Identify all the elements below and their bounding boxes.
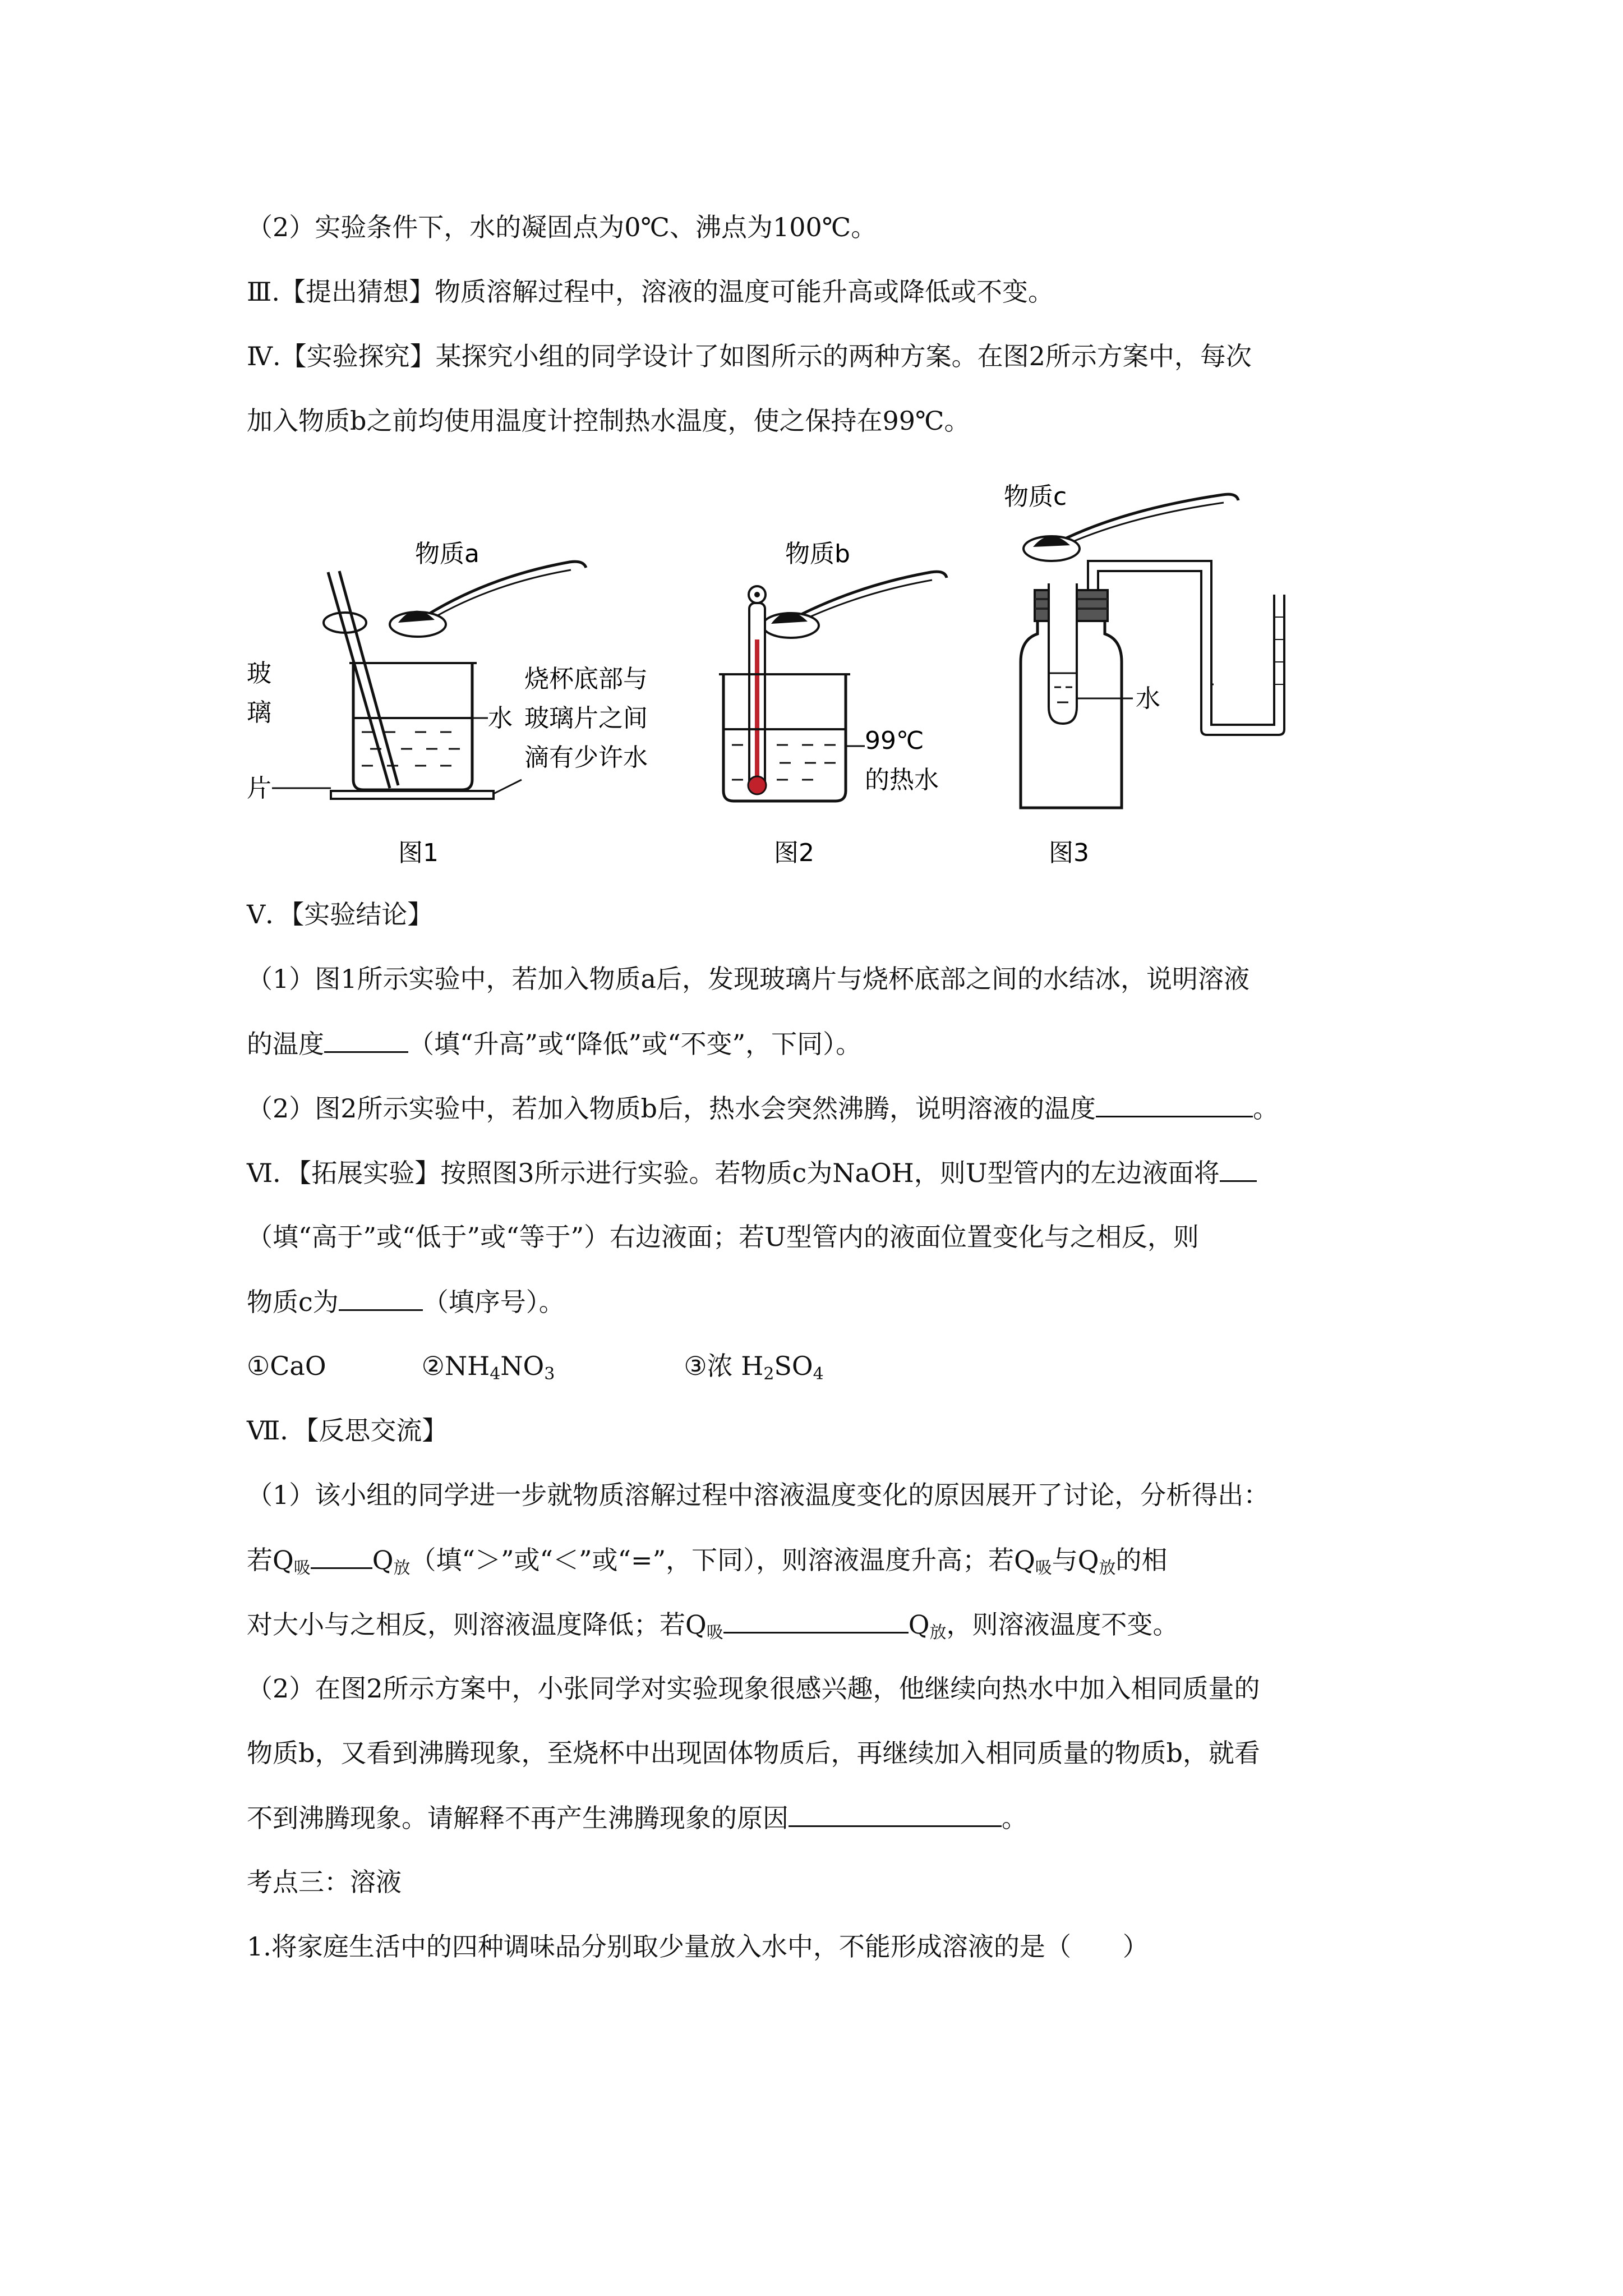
fig1-glass-label: 片 — [247, 774, 271, 803]
figure-2 — [707, 533, 1021, 869]
text-segment: （2）图2所示实验中，若加入物质b后，热水会突然沸腾，说明溶液的温度 — [247, 1093, 1096, 1124]
options-line — [247, 1349, 824, 1391]
text-line: Ⅳ.【实验探究】某探究小组的同学设计了如图所示的两种方案。在图2所示方案中，每次 — [247, 341, 1252, 371]
fig1-note-label: 滴有少许水 — [524, 743, 648, 772]
fig1-substance-label: 物质a — [415, 540, 479, 568]
text-line: （2）实验条件下，水的凝固点为0℃、沸点为100℃。 — [247, 212, 877, 242]
fig1-caption: 图1 — [398, 839, 439, 867]
text-line: （1）图1所示实验中，若加入物质a后，发现玻璃片与烧杯底部之间的水结冰，说明溶液 — [247, 964, 1249, 994]
text-line — [247, 1801, 1027, 1835]
text-line — [247, 1027, 861, 1061]
fig2-water-label: 的热水 — [865, 766, 939, 794]
fig1-glass-label: 玻 — [247, 659, 271, 688]
fig1-note-label: 玻璃片之间 — [524, 704, 648, 733]
fig1-glass-label: 璃 — [247, 698, 271, 727]
option-3: ③浓 $H_2SO_4$ — [684, 1351, 824, 1384]
answer-blank[interactable] — [339, 1285, 423, 1311]
text-line: Ⅴ．【实验结论】 — [247, 899, 434, 930]
answer-blank[interactable] — [1220, 1156, 1257, 1182]
fig1-note-label: 烧杯底部与 — [524, 665, 648, 693]
fig2-temp-label: 99℃ — [865, 726, 924, 755]
answer-blank[interactable] — [324, 1027, 408, 1053]
answer-blank[interactable] — [1096, 1091, 1253, 1117]
text-line — [247, 1156, 1257, 1190]
fig1-water-label: 水 — [488, 704, 513, 733]
option-2: $②NH_4NO_3$ — [421, 1351, 555, 1384]
text-line: 对大小与之相反，则溶液温度降低；若$Q_吸$ $Q_放$，则溶液温度不变。 — [247, 1607, 1178, 1650]
fig2-substance-label: 物质b — [785, 540, 850, 568]
fig3-substance-label: 物质c — [1004, 482, 1067, 511]
question-line: 1.将家庭生活中的四种调味品分别取少量放入水中，不能形成溶液的是（ ） — [247, 1931, 1149, 1962]
text-line: （填“高于”或“低于”或“等于”）右边液面；若U型管内的液面位置变化与之相反，则 — [247, 1222, 1199, 1252]
text-line: 加入物质b之前均使用温度计控制热水温度，使之保持在99℃。 — [247, 406, 970, 436]
text-line: （1）该小组的同学进一步就物质溶解过程中溶液温度变化的原因展开了讨论，分析得出： — [247, 1480, 1270, 1510]
text-line: 物质b，又看到沸腾现象，至烧杯中出现固体物质后，再继续加入相同质量的物质b，就看 — [247, 1738, 1260, 1768]
text-segment: 的温度 — [247, 1029, 324, 1059]
text-line: 若$Q_吸$ $Q_放$（填“＞”或“＜”或“=”，下同），则溶液温度升高；若$Q_吸$与$Q_放$的相 — [247, 1543, 1168, 1585]
text-line: Ⅲ.【提出猜想】物质溶解过程中，溶液的温度可能升高或降低或不变。 — [247, 277, 1054, 307]
text-line — [247, 1285, 565, 1319]
text-line — [247, 1091, 1279, 1125]
text-line: Ⅶ．【反思交流】 — [247, 1415, 448, 1446]
text-segment: 。 — [1252, 1093, 1279, 1124]
text-segment: （填“升高”或“降低”或“不变”，下同）。 — [408, 1029, 862, 1059]
section-heading: 考点三：溶液 — [247, 1867, 402, 1897]
fig3-caption: 图3 — [1049, 839, 1089, 867]
text-segment: 。 — [1002, 1803, 1027, 1833]
fig3-water-label: 水 — [1136, 684, 1160, 713]
figure-1 — [247, 533, 679, 869]
answer-blank[interactable] — [723, 1607, 909, 1634]
answer-blank[interactable] — [311, 1543, 372, 1569]
text-segment: 不到沸腾现象。请解释不再产生沸腾现象的原因 — [247, 1803, 789, 1833]
text-segment: （填序号）。 — [422, 1287, 565, 1317]
text-segment: Ⅵ．【拓展实验】按照图3所示进行实验。若物质c为NaOH，则U型管内的左边液面将 — [247, 1158, 1220, 1188]
figure-3 — [998, 471, 1312, 869]
text-segment: 物质c为 — [247, 1287, 339, 1317]
answer-blank[interactable] — [789, 1801, 1002, 1827]
text-line: （2）在图2所示方案中，小张同学对实验现象很感兴趣，他继续向热水中加入相同质量的 — [247, 1673, 1260, 1704]
fig2-caption: 图2 — [774, 839, 814, 867]
option-1: ①CaO — [247, 1351, 326, 1381]
